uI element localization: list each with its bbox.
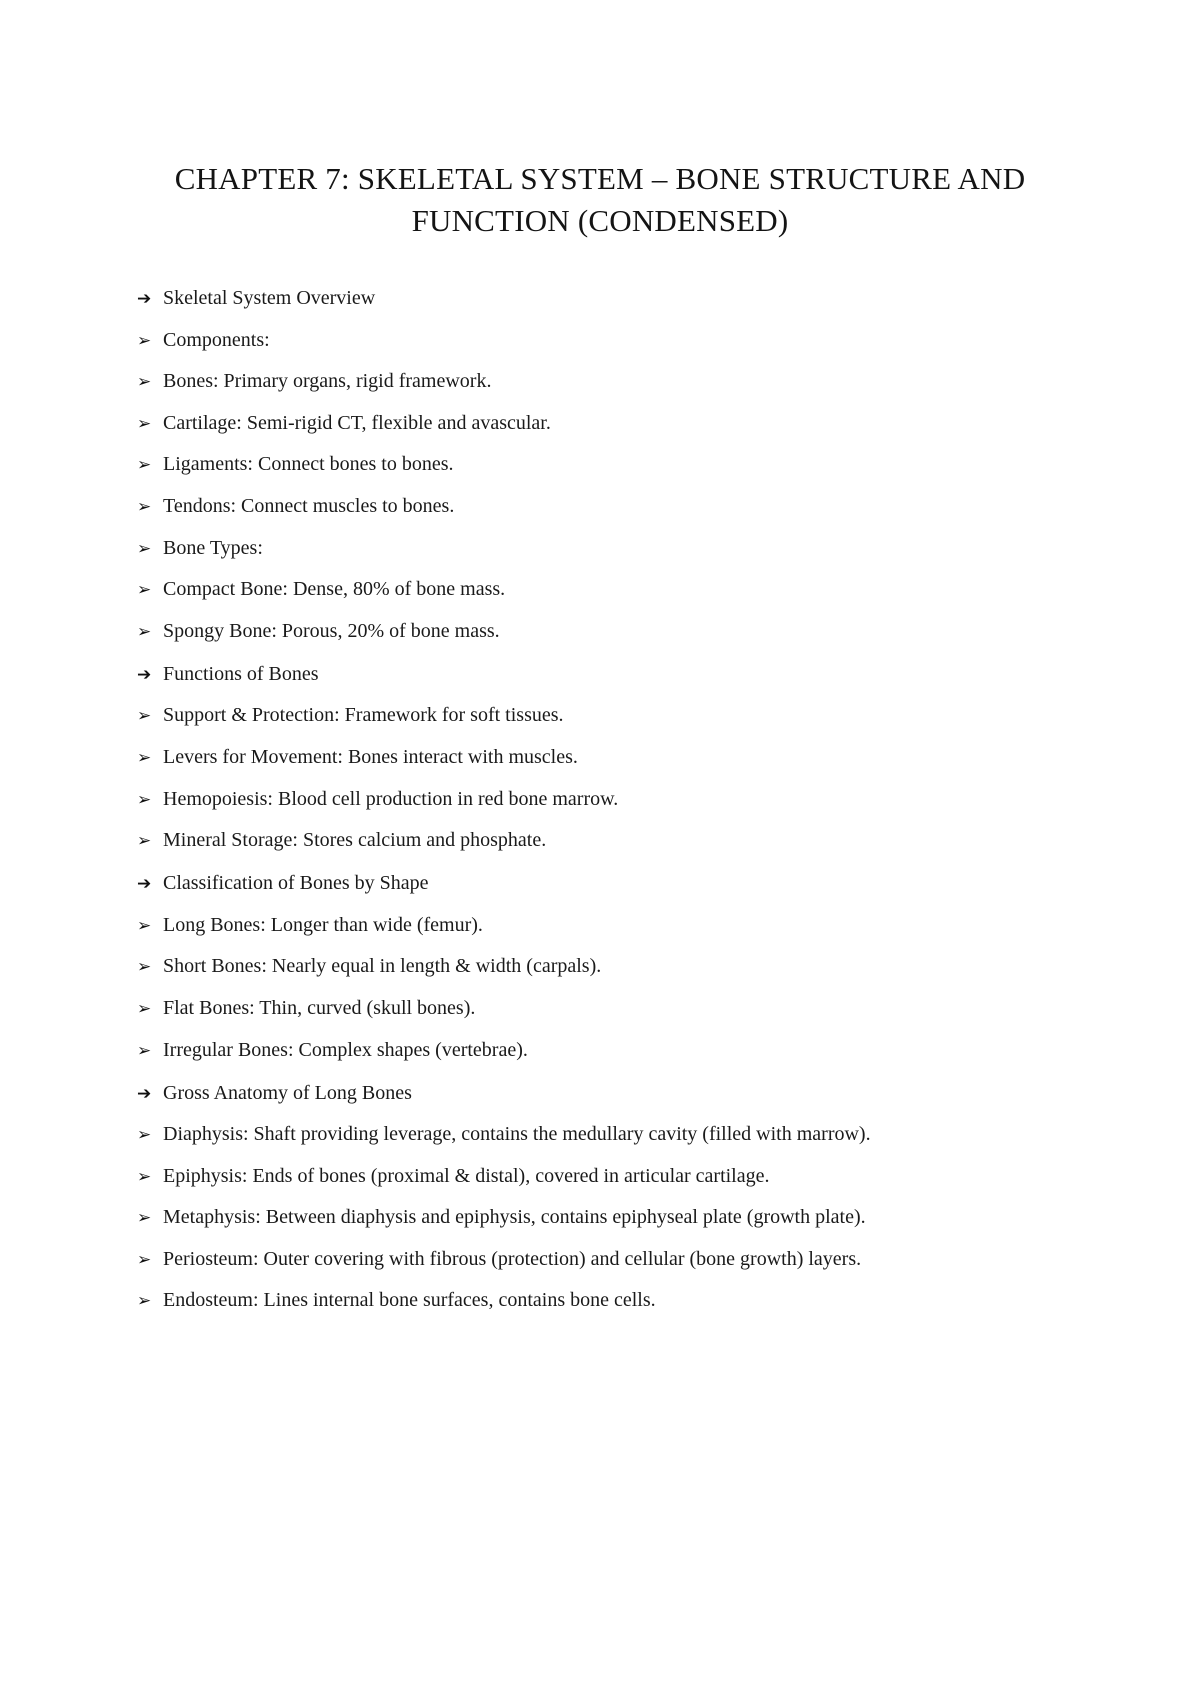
arrowhead-bullet-icon: ➢	[137, 1208, 152, 1229]
document-body	[137, 288, 1097, 1333]
list-item-text: Spongy Bone: Porous, 20% of bone mass.	[163, 619, 500, 642]
page-title	[100, 158, 1100, 242]
section-classification-of-bones	[137, 873, 1097, 1060]
arrowhead-bullet-icon: ➢	[137, 831, 152, 852]
page-title-line-2: FUNCTION (CONDENSED)	[411, 203, 789, 238]
arrowhead-bullet-icon: ➢	[137, 747, 152, 768]
list-item	[137, 830, 1097, 851]
arrowhead-bullet-icon: ➢	[137, 372, 152, 393]
arrowhead-bullet-icon: ➢	[137, 1166, 152, 1187]
list-item	[137, 621, 1097, 642]
list-item-text: Components:	[163, 328, 270, 351]
list-item	[137, 538, 1097, 559]
arrowhead-bullet-icon: ➢	[137, 915, 152, 936]
list-item	[137, 747, 1097, 768]
list-item	[137, 915, 1097, 936]
list-item	[137, 413, 1097, 434]
list-item	[137, 371, 1097, 392]
list-item	[137, 1207, 1097, 1228]
list-item	[137, 579, 1097, 600]
section-heading	[137, 664, 1097, 685]
section-heading-text: Skeletal System Overview	[163, 287, 376, 309]
list-item-text: Diaphysis: Shaft providing leverage, contains the medullary cavity (filled with marrow).	[163, 1123, 871, 1146]
arrow-right-icon: ➔	[137, 664, 152, 685]
arrowhead-bullet-icon: ➢	[137, 580, 152, 601]
arrowhead-bullet-icon: ➢	[137, 621, 152, 642]
list-item-text: Endosteum: Lines internal bone surfaces, contains bone cells.	[163, 1289, 656, 1312]
arrowhead-bullet-icon: ➢	[137, 789, 152, 810]
list-item-text: Cartilage: Semi-rigid CT, flexible and avascular.	[163, 411, 551, 434]
arrowhead-bullet-icon: ➢	[137, 998, 152, 1019]
list-item-text: Metaphysis: Between diaphysis and epiphysis, contains epiphyseal plate (growth plate).	[163, 1206, 866, 1229]
list-item-text: Periosteum: Outer covering with fibrous (protection) and cellular (bone growth) layers.	[163, 1247, 862, 1270]
list-item	[137, 1166, 1097, 1187]
list-item	[137, 998, 1097, 1019]
list-item	[137, 789, 1097, 810]
arrowhead-bullet-icon: ➢	[137, 1291, 152, 1312]
section-skeletal-system-overview	[137, 288, 1097, 642]
page-title-line-1: CHAPTER 7: SKELETAL SYSTEM – BONE STRUCTURE AND	[174, 161, 1026, 196]
arrowhead-bullet-icon: ➢	[137, 538, 152, 559]
arrowhead-bullet-icon: ➢	[137, 1040, 152, 1061]
arrowhead-bullet-icon: ➢	[137, 1249, 152, 1270]
list-item-text: Bones: Primary organs, rigid framework.	[163, 370, 492, 393]
list-item-text: Tendons: Connect muscles to bones.	[163, 494, 455, 517]
list-item-text: Hemopoiesis: Blood cell production in red bone marrow.	[163, 787, 619, 810]
list-item-text: Mineral Storage: Stores calcium and phosphate.	[163, 829, 547, 852]
list-item-text: Short Bones: Nearly equal in length & width (carpals).	[163, 955, 602, 978]
section-heading	[137, 873, 1097, 894]
arrow-right-icon: ➔	[137, 1083, 152, 1104]
list-item	[137, 330, 1097, 351]
list-item-text: Ligaments: Connect bones to bones.	[163, 453, 454, 476]
list-item	[137, 1249, 1097, 1270]
list-item-text: Irregular Bones: Complex shapes (vertebrae).	[163, 1038, 528, 1061]
list-item-text: Long Bones: Longer than wide (femur).	[163, 913, 483, 936]
list-item	[137, 1040, 1097, 1061]
list-item-text: Bone Types:	[163, 536, 263, 559]
section-heading	[137, 288, 1097, 309]
arrowhead-bullet-icon: ➢	[137, 413, 152, 434]
arrowhead-bullet-icon: ➢	[137, 496, 152, 517]
list-item-text: Levers for Movement: Bones interact with muscles.	[163, 745, 578, 768]
arrowhead-bullet-icon: ➢	[137, 706, 152, 727]
section-heading-text: Classification of Bones by Shape	[163, 872, 429, 895]
list-item	[137, 956, 1097, 977]
arrowhead-bullet-icon: ➢	[137, 455, 152, 476]
list-item-text: Compact Bone: Dense, 80% of bone mass.	[163, 578, 506, 601]
arrow-right-icon: ➔	[137, 874, 152, 895]
list-item	[137, 705, 1097, 726]
list-item	[137, 496, 1097, 517]
arrow-right-icon: ➔	[137, 289, 152, 309]
list-item-text: Support & Protection: Framework for soft tissues.	[163, 704, 564, 727]
list-item	[137, 1124, 1097, 1145]
section-heading-text: Functions of Bones	[163, 662, 319, 685]
section-gross-anatomy-long-bones	[137, 1083, 1097, 1312]
arrowhead-bullet-icon: ➢	[137, 1125, 152, 1146]
list-item	[137, 1290, 1097, 1311]
section-heading	[137, 1083, 1097, 1104]
section-functions-of-bones	[137, 664, 1097, 851]
list-item	[137, 454, 1097, 475]
arrowhead-bullet-icon: ➢	[137, 330, 152, 351]
section-heading-text: Gross Anatomy of Long Bones	[163, 1081, 412, 1104]
arrowhead-bullet-icon: ➢	[137, 957, 152, 978]
list-item-text: Epiphysis: Ends of bones (proximal & distal), covered in articular cartilage.	[163, 1164, 770, 1187]
list-item-text: Flat Bones: Thin, curved (skull bones).	[163, 996, 476, 1019]
